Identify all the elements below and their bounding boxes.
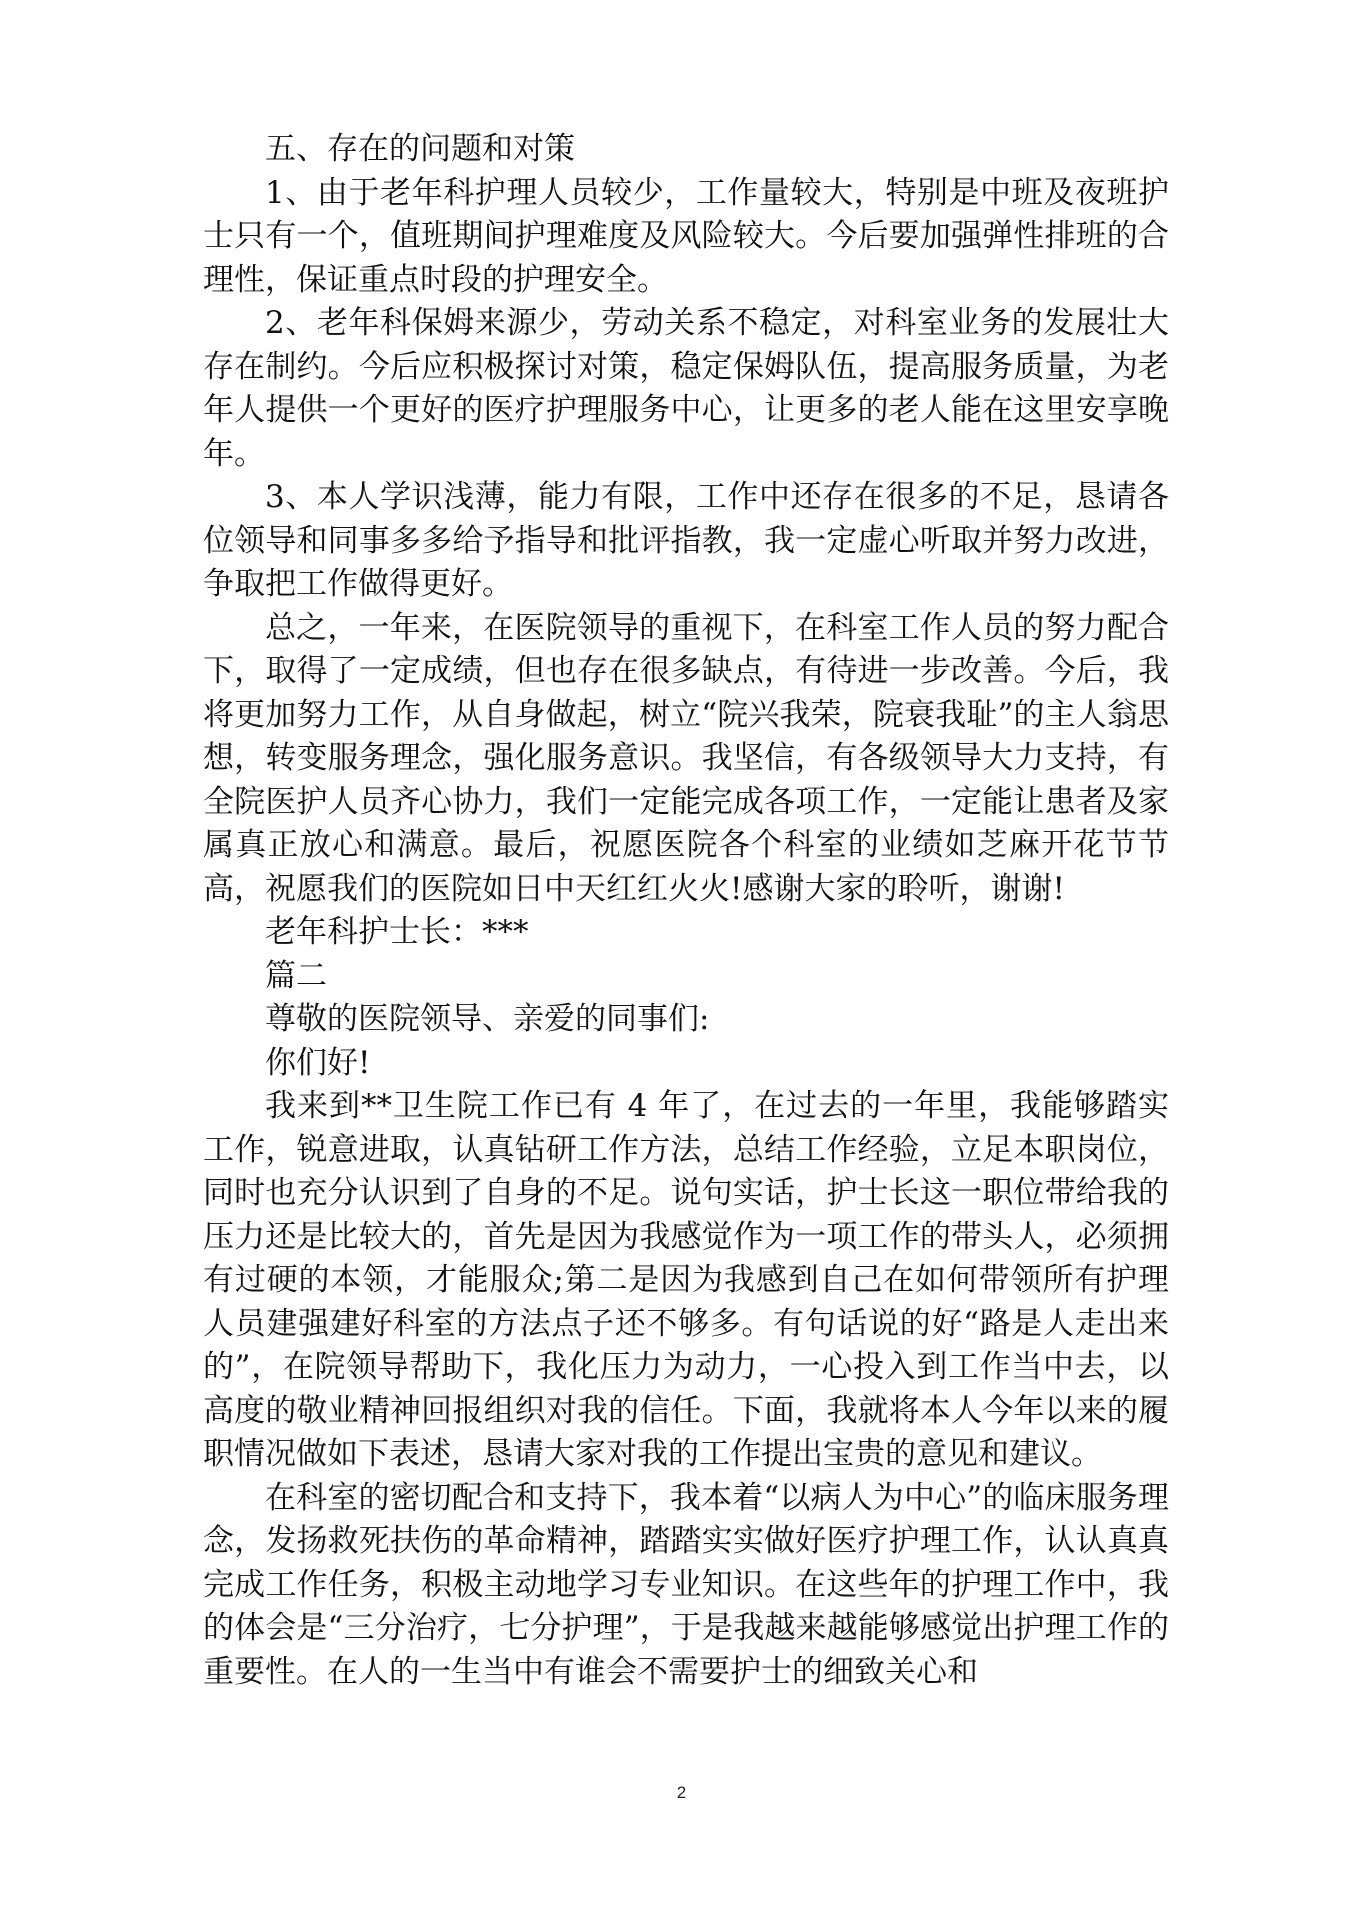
document-body	[203, 128, 1169, 1694]
paragraph: 1、由于老年科护理人员较少，工作量较大，特别是中班及夜班护士只有一个，值班期间护理难度及风险较大。今后要加强弹性排班的合理性，保证重点时段的护理安全。	[203, 174, 1169, 298]
paragraph: 我来到**卫生院工作已有 4 年了，在过去的一年里，我能够踏实工作，锐意进取，认真钻研工作方法，总结工作经验，立足本职岗位，同时也充分认识到了自身的不足。说句实话，护士长这一职位带给我的压力还是比较大的，首先是因为我感觉作为一项工作的带头人，必须拥有过硬的本领，才能服众;第二是因为我感到自己在如何带领所有护理人员建强建好科室的方法点子还不够多。有句话说的好“路是人走出来的”，在院领导帮助下，我化压力为动力，一心投入到工作当中去，以高度的敬业精神回报组织对我的信任。下面，我就将本人今年以来的履职情况做如下表述，恳请大家对我的工作提出宝贵的意见和建议。	[203, 1088, 1169, 1472]
salutation: 尊敬的医院领导、亲爱的同事们:	[265, 1001, 710, 1037]
section-heading: 五、存在的问题和对策	[265, 131, 575, 167]
section-title: 篇二	[265, 957, 327, 994]
paragraph: 2、老年科保姆来源少，劳动关系不稳定，对科室业务的发展壮大存在制约。今后应积极探讨对策，稳定保姆队伍，提高服务质量，为老年人提供一个更好的医疗护理服务中心，让更多的老人能在这里安享晚年。	[203, 305, 1169, 472]
paragraph: 3、本人学识浅薄，能力有限，工作中还存在很多的不足，恳请各位领导和同事多多给予指导和批评指教，我一定虚心听取并努力改进，争取把工作做得更好。	[203, 479, 1169, 602]
paragraph: 总之，一年来，在医院领导的重视下，在科室工作人员的努力配合下，取得了一定成绩，但也存在很多缺点，有待进一步改善。今后，我将更加努力工作，从自身做起，树立“院兴我荣，院衰我耻”的主人翁思想，转变服务理念，强化服务意识。我坚信，有各级领导大力支持，有全院医护人员齐心协力，我们一定能完成各项工作，一定能让患者及家属真正放心和满意。最后，祝愿医院各个科室的业绩如芝麻开花节节高，祝愿我们的医院如日中天红红火火!感谢大家的聆听，谢谢!	[203, 609, 1169, 907]
page-number: 2	[676, 1783, 687, 1802]
greeting: 你们好!	[265, 1044, 371, 1081]
paragraph: 在科室的密切配合和支持下，我本着“以病人为中心”的临床服务理念，发扬救死扶伤的革命精神，踏踏实实做好医疗护理工作，认认真真完成工作任务，积极主动地学习专业知识。在这些年的护理工作中，我的体会是“三分治疗，七分护理”，于是我越来越能够感觉出护理工作的重要性。在人的一生当中有谁会不需要护士的细致关心和	[203, 1479, 1169, 1690]
signature-line: 老年科护士长：***	[265, 914, 529, 950]
